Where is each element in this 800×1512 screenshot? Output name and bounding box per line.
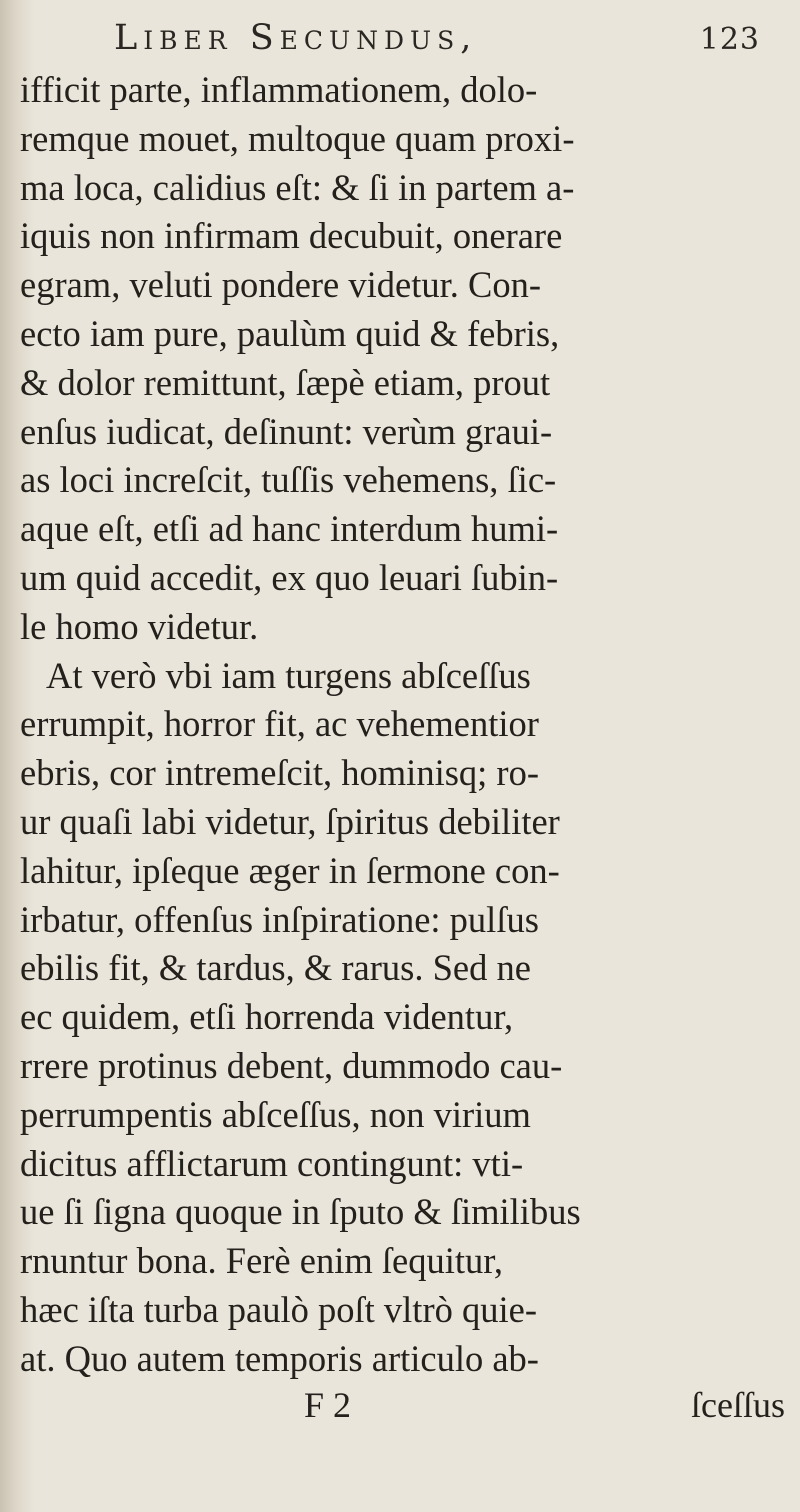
text-line: iquis non infirmam decubuit, onerare <box>20 215 563 257</box>
text-line: lahitur, ipſeque æger in ſermone con- <box>20 849 560 891</box>
text-line: remque mouet, multoque quam proxi- <box>20 117 575 159</box>
body-text <box>20 66 785 1384</box>
signature-mark: F 2 <box>304 1385 352 1425</box>
text-line: ur quaſi labi videtur, ſpiritus debiliter <box>20 800 560 842</box>
paragraph-start-line: At verò vbi iam turgens abſceſſus <box>46 654 531 696</box>
text-line: ec quidem, etſi horrenda videntur, <box>20 996 514 1038</box>
text-line: rrere protinus debent, dummodo cau- <box>20 1044 563 1086</box>
text-line: & dolor remittunt, ſæpè etiam, prout <box>20 361 551 403</box>
text-line: perrumpentis abſceſſus, non virium <box>20 1093 531 1135</box>
text-line: irbatur, offenſus inſpiratione: pulſus <box>20 898 539 940</box>
catchword: ſceſſus <box>691 1385 785 1425</box>
text-line: um quid accedit, ex quo leuari ſubin- <box>20 556 559 598</box>
text-line: ebris, cor intremeſcit, hominisq; ro- <box>20 752 539 794</box>
page-footer <box>20 1384 785 1434</box>
text-line: le homo videtur. <box>20 605 259 647</box>
text-line: as loci increſcit, tuſſis vehemens, ſic- <box>20 459 557 501</box>
text-line: rnuntur bona. Ferè enim ſequitur, <box>20 1240 504 1282</box>
text-line: at. Quo autem temporis articulo ab- <box>20 1337 539 1379</box>
page-header <box>30 18 770 68</box>
text-line: aque eſt, etſi ad hanc interdum humi- <box>20 508 559 550</box>
text-line: dicitus afflictarum contingunt: vti- <box>20 1142 524 1184</box>
text-line: ifficit parte, inflammationem, dolo- <box>20 69 538 110</box>
page-number: 123 <box>699 22 760 57</box>
text-line: egram, veluti pondere videtur. Con- <box>20 264 541 306</box>
text-line: ecto iam pure, paulùm quid & febris, <box>20 312 560 354</box>
text-line: enſus iudicat, deſinunt: verùm graui- <box>20 410 553 452</box>
text-line: hæc iſta turba paulò poſt vltrò quie- <box>20 1288 537 1330</box>
running-head: Liber Secundus, <box>114 18 478 58</box>
text-line: ue ſi ſigna quoque in ſputo & ſimilibus <box>20 1191 581 1233</box>
text-line: ebilis fit, & tardus, & rarus. Sed ne <box>20 947 531 989</box>
text-line: ma loca, calidius eſt: & ſi in partem a- <box>20 166 575 208</box>
text-line: errumpit, horror fit, ac vehementior <box>20 703 539 745</box>
